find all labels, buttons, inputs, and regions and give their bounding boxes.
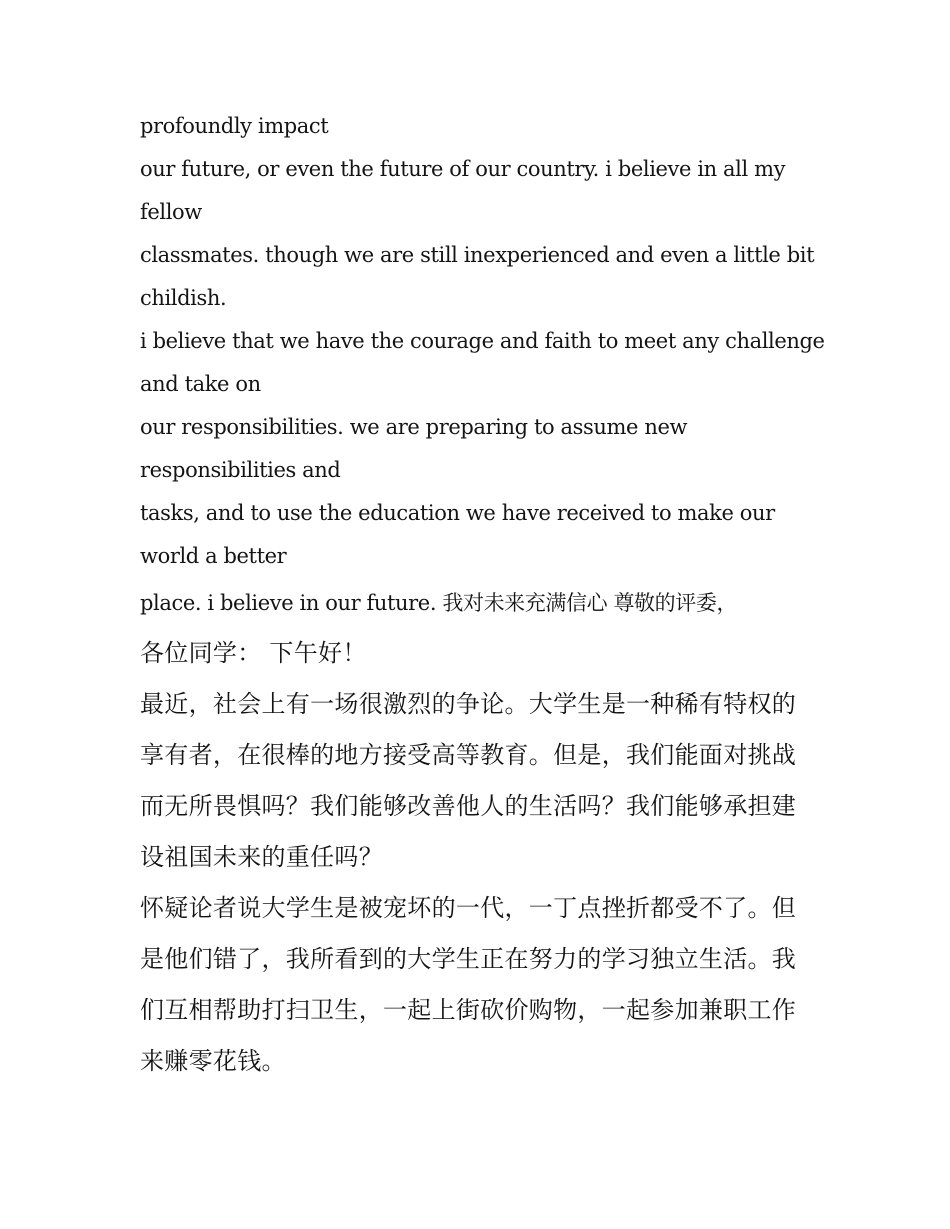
text-line: 们互相帮助打扫卫生，一起上街砍价购物，一起参加兼职工作: [140, 996, 797, 1024]
text-line: 而无所畏惧吗？我们能够改善他人的生活吗？我们能够承担建: [140, 792, 797, 820]
text-line: childish.: [140, 286, 227, 310]
text-line: 怀疑论者说大学生是被宠坏的一代，一丁点挫折都受不了。但: [140, 894, 797, 922]
text-line-mixed: place. i believe in our future. 我对未来充满信心 尊敬的评委，: [140, 591, 738, 615]
text-line: i believe that we have the courage and faith to meet any challenge: [140, 329, 825, 353]
text-line: 来赚零花钱。: [140, 1047, 286, 1075]
text-line: tasks, and to use the education we have received to make our: [140, 501, 775, 525]
text-line: our future, or even the future of our country. i believe in all my: [140, 157, 786, 181]
document-body: [140, 105, 825, 1087]
text-line: world a better: [140, 544, 287, 568]
text-line: 各位同学： 下午好！: [140, 639, 367, 667]
text-line: our responsibilities. we are preparing to assume new: [140, 415, 688, 439]
text-line: 享有者，在很棒的地方接受高等教育。但是，我们能面对挑战: [140, 741, 797, 769]
text-line: profoundly impact: [140, 114, 329, 138]
text-line: responsibilities and: [140, 458, 341, 482]
text-line: and take on: [140, 372, 261, 396]
text-line: 设祖国未来的重任吗？: [140, 843, 383, 871]
text-line: 是他们错了，我所看到的大学生正在努力的学习独立生活。我: [140, 945, 797, 973]
text-line: 最近，社会上有一场很激烈的争论。大学生是一种稀有特权的: [140, 690, 797, 718]
text-line: fellow: [140, 200, 202, 224]
text-line: classmates. though we are still inexperienced and even a little bit: [140, 243, 815, 267]
